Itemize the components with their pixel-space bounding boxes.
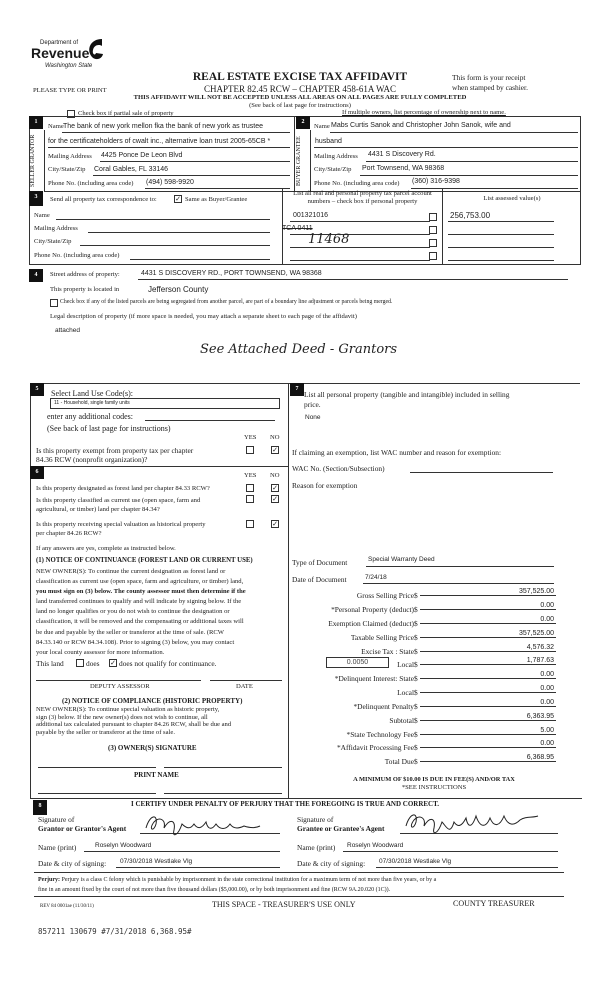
current-use-question-1: Is this property classified as current use (open space, farm and <box>36 497 201 504</box>
historic-no-checkbox[interactable]: ✓ <box>272 520 278 528</box>
same-as-buyer-checkbox[interactable]: ✓ <box>175 195 181 203</box>
buyer-mailing-address[interactable]: 4431 S Discovery Rd. <box>368 151 436 158</box>
does-not-label: does not qualify for continuance. <box>119 659 217 668</box>
seller-name-2[interactable]: for the certificateholders of cwalt inc., alternative loan trust 2005-65CB * <box>48 138 271 145</box>
seller-city[interactable]: Coral Gables, FL 33146 <box>94 166 169 173</box>
grantee-date-city[interactable]: 07/30/2018 Westlake Vlg <box>379 858 452 865</box>
personal-property-deduct-label: *Personal Property (deduct) <box>331 605 414 614</box>
treasurer-stamp: 857211 130679 #7/31/2018 6,368.95# <box>38 927 192 936</box>
grantee-date-label: Date & city of signing: <box>297 859 366 868</box>
does-not-qualify-checkbox[interactable]: ✓ <box>110 659 116 667</box>
grantor-sig-label-1: Signature of <box>38 815 75 824</box>
section-6-badge: 6 <box>30 466 44 479</box>
dollar-sign: $ <box>414 647 418 656</box>
revision-number: REV 84 0001ae (11/30/11) <box>40 904 94 909</box>
buyer-phone-label: Phone No. (including area code) <box>314 180 400 187</box>
current-use-question-2: agricultural, or timber) land per chapter 84.34? <box>36 506 160 513</box>
section-5-badge: 5 <box>30 383 44 396</box>
type-or-print: PLEASE TYPE OR PRINT <box>33 87 107 94</box>
assessor-date-line[interactable] <box>210 680 282 681</box>
county-treasurer-label: COUNTY TREASURER <box>453 899 535 908</box>
s3-mail-label: Mailing Address <box>34 225 78 232</box>
dollar-sign: $ <box>414 743 418 752</box>
processing-fee[interactable]: 0.00 <box>420 740 556 748</box>
doc-type-value[interactable]: Special Warranty Deed <box>368 556 435 563</box>
owner-signature-line-1[interactable] <box>38 767 156 768</box>
buyer-name-1[interactable]: Mabs Curtis Sanok and Christopher John Sanok, wife and <box>331 122 511 129</box>
s6-yes-header: YES <box>244 472 257 479</box>
grantee-sig-label-2: Grantee or Grantee's Agent <box>297 824 385 833</box>
receipt-note-2: when stamped by cashier. <box>452 83 528 92</box>
seller-name-1[interactable]: The bank of new york mellon fka the bank of new york as trustee <box>63 123 263 130</box>
buyer-phone[interactable]: (360) 316-9398 <box>412 178 460 185</box>
buyer-name-label: Name <box>314 123 330 130</box>
print-name-line-1[interactable] <box>38 793 156 794</box>
personal-property-checkbox-3[interactable] <box>429 239 437 247</box>
buyer-grantee-label: BUYER GRANTEE <box>296 136 302 186</box>
logo-dept: Department of <box>40 40 79 46</box>
minimum-due-note: A MINIMUM OF $10.00 IS DUE IN FEE(S) AND/OR TAX <box>353 776 515 783</box>
completion-warning: THIS AFFIDAVIT WILL NOT BE ACCEPTED UNLESS ALL AREAS ON ALL PAGES ARE FULLY COMPLETED <box>133 94 467 101</box>
s3-city-label: City/State/Zip <box>34 238 72 245</box>
s3-phone-label: Phone No. (including area code) <box>34 252 120 259</box>
dollar-sign: $ <box>414 605 418 614</box>
section-3-badge: 3 <box>29 191 43 206</box>
taxable-selling-price[interactable]: 357,525.00 <box>420 630 556 638</box>
buyer-city[interactable]: Port Townsend, WA 98368 <box>362 165 445 172</box>
personal-property-checkbox-1[interactable] <box>429 213 437 221</box>
seller-grantor-label: SELLER GRANTOR <box>30 134 36 188</box>
segregated-checkbox[interactable] <box>50 299 58 307</box>
buyer-name-2[interactable]: husband <box>315 138 342 145</box>
seller-phone-label: Phone No. (including area code) <box>48 180 134 187</box>
subtotal[interactable]: 6,363.95 <box>420 713 556 721</box>
s3-name-field[interactable] <box>56 219 270 220</box>
historic-yes-checkbox[interactable] <box>246 520 254 528</box>
handwritten-legal-note: See Attached Deed - Grantors <box>200 342 398 357</box>
perjury-label: Perjury: <box>38 877 60 883</box>
s5-yes-header: YES <box>244 434 257 441</box>
nonprofit-question-2: 84.36 RCW (nonprofit organization)? <box>36 455 148 464</box>
grantor-name-print[interactable]: Roselyn Woodward <box>95 842 152 849</box>
street-label: Street address of property: <box>50 271 120 278</box>
perjury-line-1 <box>38 877 436 883</box>
dollar-sign: $ <box>414 633 418 642</box>
owner-signature-title: (3) OWNER(S) SIGNATURE <box>108 744 197 752</box>
s3-name-label: Name <box>34 212 50 219</box>
deputy-assessor-label: DEPUTY ASSESSOR <box>90 683 150 690</box>
receipt-note-1: This form is your receipt <box>452 73 526 82</box>
same-as-buyer-label: Same as Buyer/Grantee <box>185 196 248 203</box>
parcel-2[interactable]: TCA 0411 <box>282 225 313 232</box>
excise-state-label: Excise Tax : State <box>361 647 414 656</box>
grantee-name-print[interactable]: Roselyn Woodward <box>347 842 404 849</box>
section-1-badge: 1 <box>29 116 43 129</box>
county[interactable]: Jefferson County <box>148 285 209 294</box>
forest-question: Is this property designated as forest land per chapter 84.33 RCW? <box>36 485 210 492</box>
current-use-no-checkbox[interactable]: ✓ <box>272 495 278 503</box>
does-label: does <box>86 659 100 668</box>
certify-statement: I CERTIFY UNDER PENALTY OF PERJURY THAT THE FOREGOING IS TRUE AND CORRECT. <box>131 800 440 808</box>
personal-property-label-2: price. <box>304 400 321 409</box>
grantee-sig-label-1: Signature of <box>297 815 334 824</box>
exemption-claimed[interactable]: 0.00 <box>420 616 556 624</box>
see-back-note: (See back of last page for instructions) <box>249 102 351 109</box>
logo-swirl-icon <box>84 36 106 62</box>
form-chapter: CHAPTER 82.45 RCW – CHAPTER 458-61A WAC <box>204 84 396 94</box>
street-address[interactable]: 4431 S DISCOVERY RD., PORT TOWNSEND, WA 98368 <box>141 270 322 277</box>
legal-description-value[interactable]: attached <box>55 327 80 334</box>
if-any-note: If any answers are yes, complete as instructed below. <box>36 545 176 552</box>
deputy-assessor-line[interactable] <box>36 680 201 681</box>
buyer-mail-label: Mailing Address <box>314 153 358 160</box>
delinquent-interest-state-label: *Delinquent Interest: State <box>334 674 414 683</box>
this-land-label: This land <box>36 659 64 668</box>
grantor-date-label: Date & city of signing: <box>38 859 107 868</box>
nonprofit-yes-checkbox[interactable] <box>246 446 254 454</box>
logo-revenue: Revenue <box>31 45 90 61</box>
total-due[interactable]: 6,368.95 <box>420 754 556 762</box>
parcel-1[interactable]: 001321016 <box>293 212 329 219</box>
dollar-sign: $ <box>414 688 418 697</box>
assessed-value-1[interactable]: 256,753.00 <box>450 211 491 220</box>
doc-type-label: Type of Document <box>292 558 348 567</box>
form-title: REAL ESTATE EXCISE TAX AFFIDAVIT <box>192 71 408 83</box>
grantee-signature[interactable] <box>402 808 542 838</box>
partial-sale-label: Check box if partial sale of property <box>78 110 174 117</box>
s5-no-header: NO <box>270 434 280 441</box>
forest-yes-checkbox[interactable] <box>246 484 254 492</box>
logo-state: Washington State <box>45 63 93 69</box>
nonprofit-question-1: Is this property exempt from property tax per chapter <box>36 446 194 455</box>
reason-label: Reason for exemption <box>292 481 358 490</box>
parcel-header-1: List all real and personal property tax parcel account <box>293 190 432 197</box>
personal-property-checkbox-4[interactable] <box>429 252 437 260</box>
historic-question-2: per chapter 84.26 RCW? <box>36 530 102 537</box>
doc-date-value[interactable]: 7/24/18 <box>365 574 387 581</box>
forest-no-checkbox[interactable]: ✓ <box>272 484 278 492</box>
historic-question-1: Is this property receiving special valuation as historical property <box>36 521 206 528</box>
buyer-city-label: City/State/Zip <box>314 166 352 173</box>
dollar-sign: $ <box>414 660 418 669</box>
s3-mail-field[interactable] <box>88 232 270 233</box>
perjury-text-1: Perjury is a class C felony which is punishable by imprisonment in the state correctional institution for a maximum term of not more than five years, or by a <box>61 877 437 883</box>
send-correspondence-label: Send all property tax correspondence to: <box>50 196 157 203</box>
doc-date-label: Date of Document <box>292 575 347 584</box>
land-use-code-value: 11 - Household, single family units <box>54 400 130 406</box>
dollar-sign: $ <box>414 702 418 711</box>
s3-phone-field[interactable] <box>130 259 270 260</box>
grantor-name-print-label: Name (print) <box>38 843 77 852</box>
perjury-line-2: fine in an amount fixed by the court of not more than five thousand dollars ($5,000.00), or by both imprisonment and fine (RCW 9A.20.020 (1C)). <box>38 887 391 893</box>
dollar-sign: $ <box>414 619 418 628</box>
dollar-sign: $ <box>414 757 418 766</box>
delinquent-interest-state[interactable]: 0.00 <box>420 671 556 679</box>
technology-fee-label: *State Technology Fee <box>346 730 414 739</box>
processing-fee-label: *Affidavit Processing Fee <box>336 743 414 752</box>
grantor-signature[interactable] <box>142 810 262 838</box>
s6-no-header: NO <box>270 472 280 479</box>
segregated-label: Check box if any of the listed parcels are being segregated from another parcel, are part of a boundary line adjustment or parcels being merged. <box>60 299 393 305</box>
s3-city-field[interactable] <box>80 245 270 246</box>
dollar-sign: $ <box>414 730 418 739</box>
technology-fee[interactable]: 5.00 <box>420 727 556 735</box>
seller-mailing-address[interactable]: 4425 Ponce De Leon Blvd <box>101 152 183 159</box>
local-rate-field[interactable]: 0.0050 <box>326 657 389 668</box>
assessed-header: List assessed value(s) <box>483 195 541 202</box>
continuance-title: (1) NOTICE OF CONTINUANCE (FOREST LAND OR CURRENT USE) <box>36 557 253 564</box>
personal-property-label-1: List all personal property (tangible and intangible) included in selling <box>304 390 510 399</box>
nonprofit-no-checkbox[interactable]: ✓ <box>272 446 278 454</box>
personal-property-deduct[interactable]: 0.00 <box>420 602 556 610</box>
additional-codes-label: enter any additional codes: <box>47 412 133 421</box>
exemption-label: If claiming an exemption, list WAC number and reason for exemption: <box>292 448 502 457</box>
does-qualify-checkbox[interactable] <box>76 659 84 667</box>
seller-mail-label: Mailing Address <box>48 153 92 160</box>
dollar-sign: $ <box>414 716 418 725</box>
wac-field[interactable] <box>410 472 553 473</box>
gross-selling-price-label: Gross Selling Price <box>356 591 414 600</box>
seller-name-label: Name <box>48 123 64 130</box>
exemption-claimed-label: Exemption Claimed (deduct) <box>328 619 414 628</box>
total-due-label: Total Due <box>384 757 414 766</box>
seller-city-label: City/State/Zip <box>48 166 86 173</box>
dollar-sign: $ <box>414 591 418 600</box>
see-instructions-note: *SEE INSTRUCTIONS <box>401 784 467 791</box>
land-use-see-back: (See back of last page for instructions) <box>47 424 171 433</box>
personal-property-checkbox-2[interactable] <box>429 226 437 234</box>
treasurer-use-label: THIS SPACE - TREASURER'S USE ONLY <box>212 900 356 909</box>
multiple-owners-note: If multiple owners, list percentage of ownership next to name. <box>342 109 506 116</box>
delinquent-penalty[interactable]: 0.00 <box>420 699 556 707</box>
gross-selling-price[interactable]: 357,525.00 <box>420 588 556 596</box>
grantee-name-print-label: Name (print) <box>297 843 336 852</box>
continuance-text: NEW OWNER(S): To continue the current designation as forest land or classification as current use (open space, farm and agriculture, or timber) land, you must sign on (3) below. The county assessor must then determine if the land transferred continues to qualify and will indicate by signing below. If the land no longer qualifies or you do not wish to continue the designation or classification, it will be removed and the compensating or additional taxes will be due and payable by the seller or transferor at the time of sale. (RCW 84.33.140 or RCW 84.34.108). Prior to signing (3) below, you may contact your local county assessor for more information. <box>36 568 246 656</box>
seller-phone[interactable]: (494) 598-9920 <box>146 179 194 186</box>
legal-description-label: Legal description of property (if more space is needed, you may attach a separate sheet to each page of the affidavit) <box>50 313 357 320</box>
section-8-badge: 8 <box>33 800 47 815</box>
current-use-yes-checkbox[interactable] <box>246 495 254 503</box>
wac-label: WAC No. (Section/Subsection) <box>292 464 385 473</box>
assessor-date-label: DATE <box>236 683 253 690</box>
personal-property-value[interactable]: None <box>305 414 321 421</box>
print-name-line-2[interactable] <box>164 793 282 794</box>
parcel-3-handwritten[interactable]: 11468 <box>308 232 350 247</box>
section-4-badge: 4 <box>29 269 43 282</box>
taxable-selling-price-label: Taxable Selling Price <box>350 633 414 642</box>
additional-codes-field[interactable] <box>145 420 275 421</box>
print-name-label: PRINT NAME <box>134 771 179 779</box>
land-use-code-select[interactable] <box>50 398 280 409</box>
delinquent-penalty-label: *Delinquent Penalty <box>353 702 414 711</box>
parcel-header-2: numbers – check box if personal property <box>307 198 418 205</box>
land-use-title: Select Land Use Code(s): <box>51 389 133 398</box>
subtotal-label: Subtotal <box>389 716 414 725</box>
section-7-badge: 7 <box>290 383 304 396</box>
delinquent-interest-local-label: Local <box>397 688 414 697</box>
section-2-badge: 2 <box>296 116 310 129</box>
dollar-sign: $ <box>414 674 418 683</box>
located-label: This property is located in <box>50 286 120 293</box>
grantor-date-city[interactable]: 07/30/2018 Westlake Vlg <box>120 858 193 865</box>
grantor-sig-label-2: Grantor or Grantor's Agent <box>38 824 127 833</box>
compliance-title: (2) NOTICE OF COMPLIANCE (HISTORIC PROPERTY) <box>62 697 243 705</box>
excise-state[interactable]: 4,576.32 <box>420 644 556 652</box>
excise-local[interactable]: 1,787.63 <box>420 657 556 665</box>
excise-local-label: Local <box>397 660 414 669</box>
delinquent-interest-local[interactable]: 0.00 <box>420 685 556 693</box>
compliance-text: NEW OWNER(S): To continue special valuation as historic property, sign (3) below. If the new owner(s) does not wish to continue, all additional tax calculated pursuant to chapter 84.26 RCW, shall be due and payable by the seller or transferor at the time of sale. <box>36 706 232 736</box>
owner-signature-line-2[interactable] <box>164 767 282 768</box>
